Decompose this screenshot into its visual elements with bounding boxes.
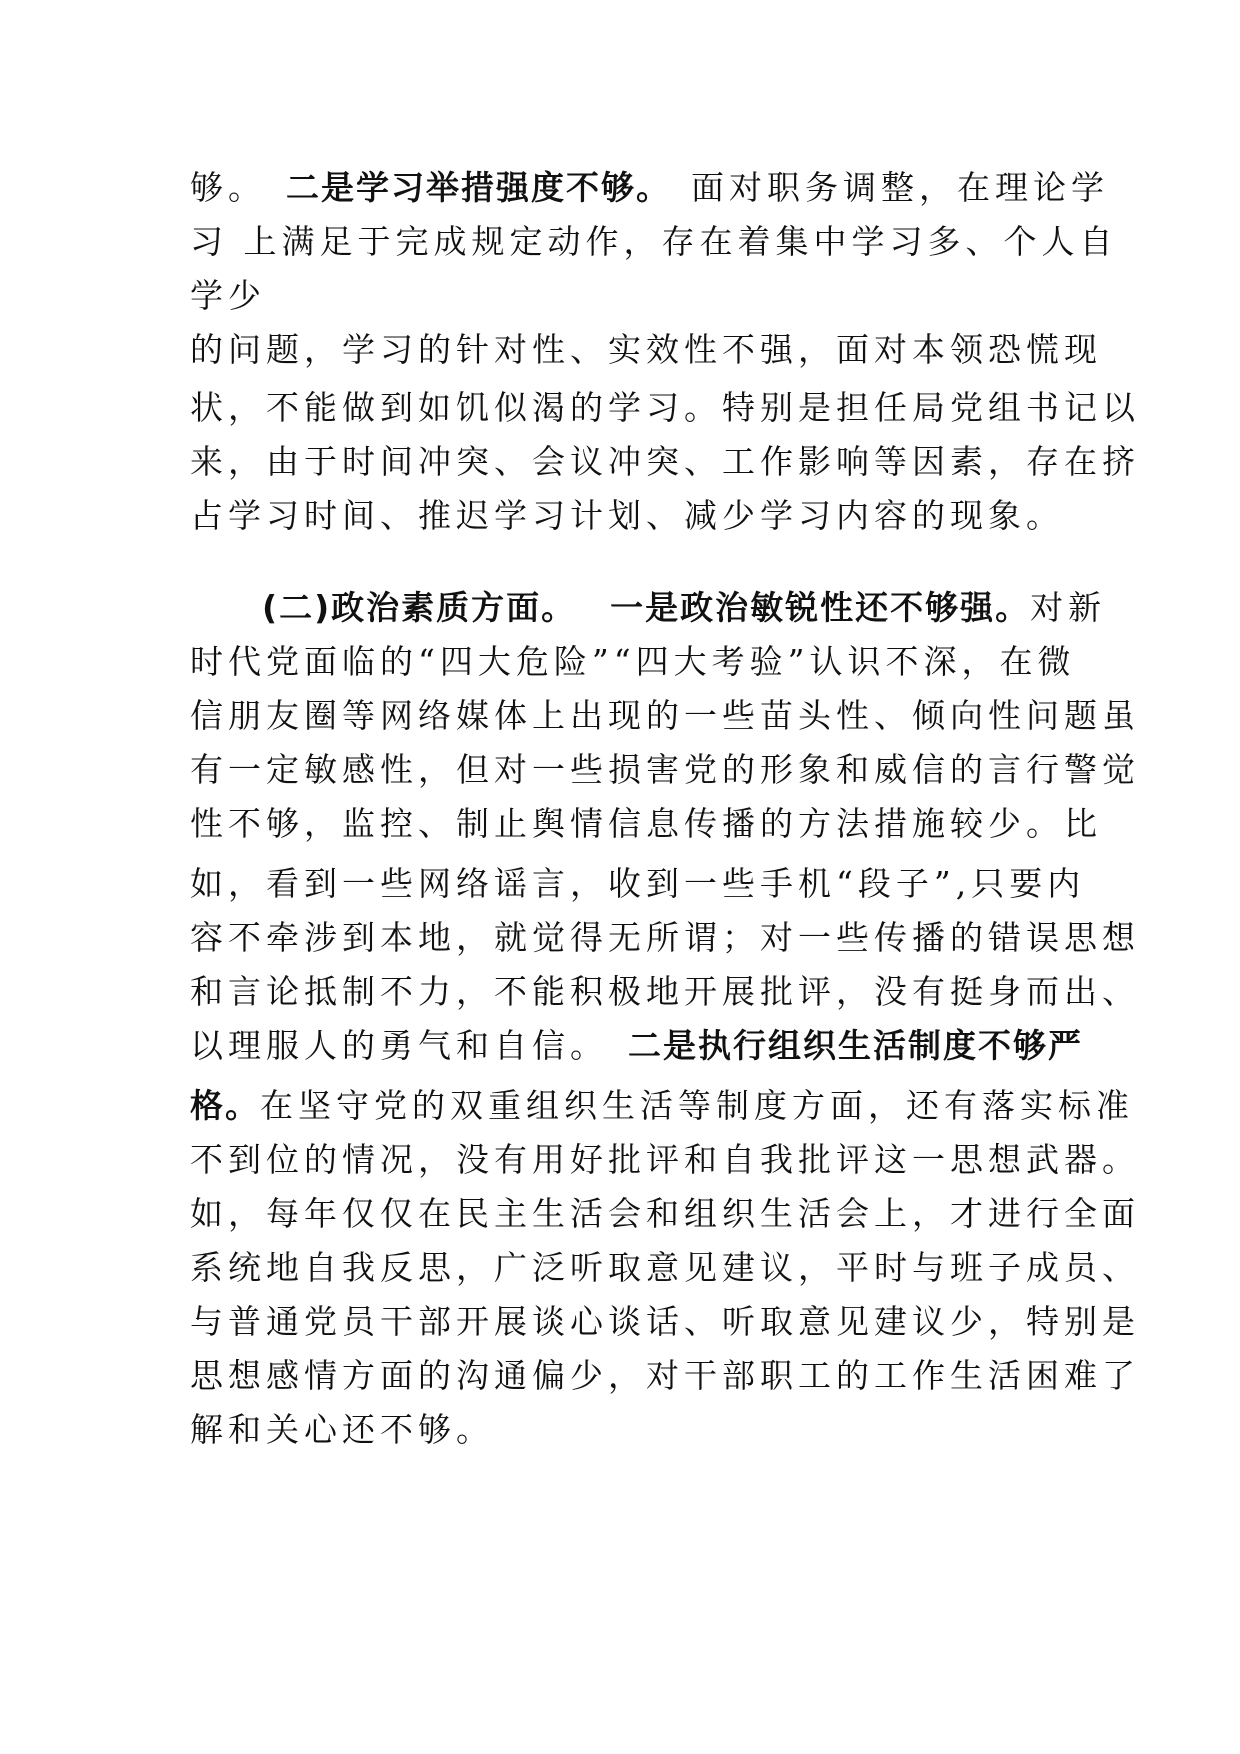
- body-text: 面对职务调整，在理论学: [691, 168, 1109, 207]
- paragraph-line: 有一定敏感性，但对一些损害党的形象和威信的言行警觉: [190, 750, 1140, 789]
- paragraph-line: 如，看到一些网络谣言，收到一些手机“段子”,只要内: [190, 864, 1086, 903]
- paragraph-line: 来，由于时间冲突、会议冲突、工作影响等因素，存在挤: [190, 442, 1140, 481]
- paragraph-line: 思想感情方面的沟通偏少，对干部职工的工作生活困难了: [190, 1356, 1140, 1395]
- paragraph-line: 容不牵涉到本地，就觉得无所谓；对一些传播的错误思想: [190, 918, 1140, 957]
- bold-point-heading: 格。: [190, 1086, 260, 1125]
- paragraph-line: 性不够，监控、制止舆情信息传播的方法措施较少。比: [190, 804, 1102, 843]
- paragraph-line: 时代党面临的“四大危险”“四大考验”认识不深，在微: [190, 642, 1076, 681]
- section-heading: (二)政治素质方面。: [262, 588, 577, 627]
- paragraph-line: 和言论抵制不力，不能积极地开展批评，没有挺身而出、: [190, 972, 1140, 1011]
- paragraph-line: 如，每年仅仅在民主生活会和组织生活会上，才进行全面: [190, 1194, 1140, 1233]
- paragraph-line: 不到位的情况，没有用好批评和自我批评这一思想武器。: [190, 1140, 1140, 1179]
- paragraph-line: [190, 1086, 1134, 1126]
- body-text: 对新: [1030, 588, 1107, 627]
- body-text: 以理服人的勇气和自信。: [190, 1026, 608, 1065]
- paragraph-line: 状，不能做到如饥似渴的学习。特别是担任局党组书记以: [190, 388, 1140, 427]
- paragraph-line: 占学习时间、推迟学习计划、减少学习内容的现象。: [190, 496, 1064, 535]
- paragraph-line: 系统地自我反思，广泛听取意见建议，平时与班子成员、: [190, 1248, 1140, 1287]
- paragraph-line: 信朋友圈等网络媒体上出现的一些苗头性、倾向性问题虽: [190, 696, 1140, 735]
- bold-point-heading: 二是学习举措强度不够。: [286, 168, 671, 207]
- paragraph-line: 习 上满足于完成规定动作，存在着集中学习多、个人自: [190, 222, 1118, 261]
- paragraph-line: 学少: [190, 276, 266, 315]
- body-text: 在坚守党的双重组织生活等制度方面，还有落实标准: [260, 1086, 1134, 1125]
- bold-point-heading: 二是执行组织生活制度不够严: [628, 1026, 1083, 1065]
- paragraph-line: 的问题，学习的针对性、实效性不强，面对本领恐慌现: [190, 330, 1102, 369]
- paragraph-line: [262, 588, 1122, 628]
- body-text: 够。: [190, 168, 266, 207]
- paragraph-line: 解和关心还不够。: [190, 1410, 494, 1449]
- paragraph-line: [190, 168, 1109, 208]
- paragraph-line: [190, 1026, 1083, 1066]
- bold-point-heading: 一是政治敏锐性还不够强。: [610, 588, 1031, 627]
- paragraph-line: 与普通党员干部开展谈心谈话、听取意见建议少，特别是: [190, 1302, 1140, 1341]
